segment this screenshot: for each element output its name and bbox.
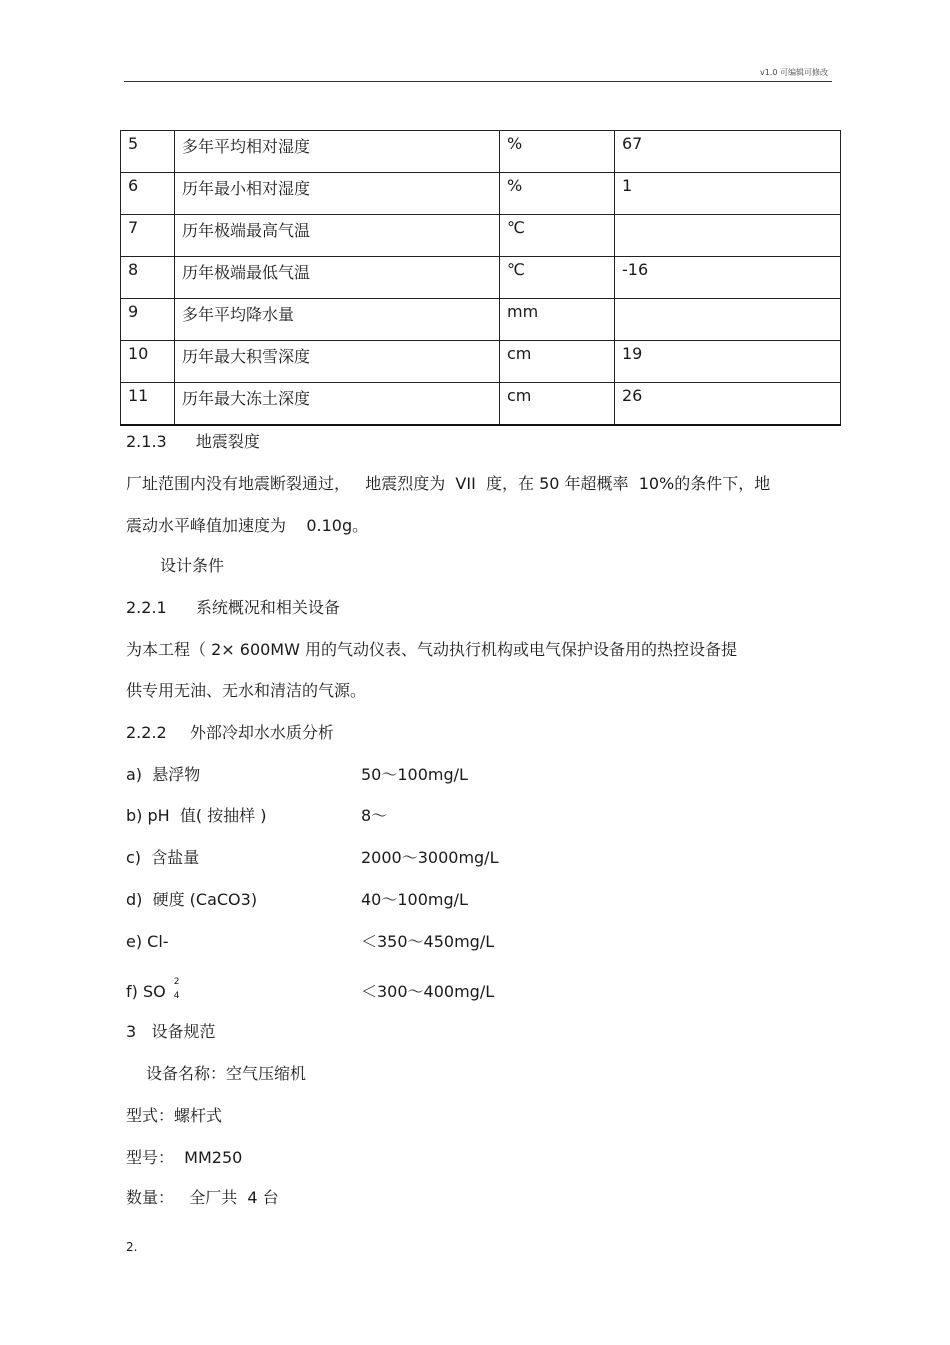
cell-no: 6 (121, 173, 175, 215)
water-quality-value: 50～100mg/L (361, 765, 468, 784)
subscript: 4 (173, 991, 180, 1001)
cell-item: 多年平均相对湿度 (175, 131, 500, 173)
cell-item: 多年平均降水量 (175, 299, 500, 341)
table-row (121, 299, 841, 341)
section-2-1-3-heading (126, 432, 260, 452)
cell-no: 8 (121, 257, 175, 299)
water-quality-item (126, 977, 546, 1002)
paragraph-line: 厂址范围内没有地震断裂通过， 地震烈度为 VII 度，在 50 年超概率 10%的条件下，地 (126, 474, 771, 493)
cell-value: 1 (615, 173, 841, 215)
cell-unit: % (500, 173, 615, 215)
water-quality-value: 2000～3000mg/L (361, 848, 499, 867)
water-quality-label: f) SO (126, 982, 166, 1001)
water-quality-label: c) 含盐量 (126, 848, 200, 867)
cell-no: 7 (121, 215, 175, 257)
water-quality-label: e) Cl- (126, 932, 169, 951)
page-number: 2. (126, 1240, 138, 1254)
cell-value: -16 (615, 257, 841, 299)
cell-value: 26 (615, 383, 841, 425)
cell-item: 历年最小相对湿度 (175, 173, 500, 215)
superscript: 2 (173, 977, 180, 987)
water-quality-item (126, 890, 546, 910)
section-2-2-2-heading (126, 723, 334, 743)
section-title: 外部冷却水水质分析 (189, 723, 334, 742)
paragraph-line: 为本工程（ 2× 600MW 用的气动仪表、气动执行机构或电气保护设备用的热控设备提 (126, 640, 738, 659)
section-number: 2.1.3 (126, 432, 167, 451)
parameter-table (120, 130, 841, 426)
cell-unit: cm (500, 383, 615, 425)
water-quality-value: 8～ (361, 806, 388, 825)
cell-value (615, 215, 841, 257)
water-quality-value: 40～100mg/L (361, 890, 468, 909)
section-3-heading: 3 设备规范 (126, 1022, 216, 1041)
table-row (121, 341, 841, 383)
water-quality-label: a) 悬浮物 (126, 765, 201, 784)
equipment-quantity: 数量： 全厂共 4 台 (126, 1188, 279, 1207)
header-rule (124, 81, 832, 82)
cell-item: 历年极端最低气温 (175, 257, 500, 299)
cell-unit: mm (500, 299, 615, 341)
cell-no: 11 (121, 383, 175, 425)
water-quality-item (126, 848, 546, 868)
section-title: 系统概况和相关设备 (195, 598, 340, 617)
cell-unit: % (500, 131, 615, 173)
cell-unit: cm (500, 341, 615, 383)
water-quality-label: b) pH 值( 按抽样 ) (126, 806, 267, 825)
equipment-type: 型式：螺杆式 (126, 1106, 223, 1125)
table-row (121, 257, 841, 299)
cell-unit: ℃ (500, 215, 615, 257)
cell-no: 5 (121, 131, 175, 173)
section-2-2-heading: 设计条件 (160, 556, 225, 575)
cell-unit: ℃ (500, 257, 615, 299)
table-row (121, 383, 841, 425)
equipment-model: 型号： MM250 (126, 1148, 243, 1167)
cell-value: 67 (615, 131, 841, 173)
water-quality-item (126, 806, 546, 826)
section-2-2-1-heading (126, 598, 340, 618)
water-quality-item (126, 765, 546, 785)
section-number: 2.2.1 (126, 598, 167, 617)
section-number: 2.2.2 (126, 723, 167, 742)
water-quality-label: d) 硬度 (CaCO3) (126, 890, 258, 909)
cell-item: 历年最大冻土深度 (175, 383, 500, 425)
cell-no: 10 (121, 341, 175, 383)
cell-value (615, 299, 841, 341)
paragraph-line: 震动水平峰值加速度为 0.10g。 (126, 516, 369, 535)
cell-no: 9 (121, 299, 175, 341)
water-quality-value: ＜300～400mg/L (361, 982, 495, 1001)
section-title: 地震裂度 (195, 432, 260, 451)
paragraph-line: 供专用无油、无水和清洁的气源。 (126, 681, 367, 700)
cell-item: 历年极端最高气温 (175, 215, 500, 257)
cell-value: 19 (615, 341, 841, 383)
cell-item: 历年最大积雪深度 (175, 341, 500, 383)
table-row (121, 173, 841, 215)
table-row (121, 131, 841, 173)
table-row (121, 215, 841, 257)
equipment-name: 设备名称：空气压缩机 (146, 1064, 307, 1083)
water-quality-value: ＜350～450mg/L (361, 932, 495, 951)
header-note: v1.0 可编辑可修改 (760, 68, 828, 77)
water-quality-item (126, 932, 546, 952)
